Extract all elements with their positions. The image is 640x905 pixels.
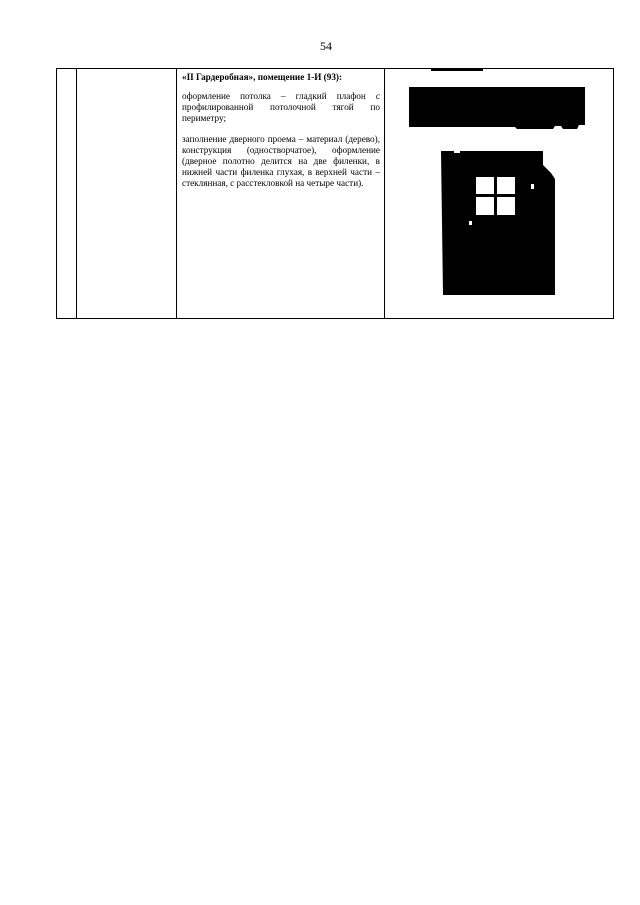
description-table [56,68,614,319]
window-pane-2 [497,177,515,194]
room-title: «II Гардеробная», помещение 1-И (93): [182,72,343,82]
door-description: заполнение дверного проема – материал (дерево), конструкция (одностворчатое), оформление (дверное полотно делится на две филенки, в нижней части филенка глухая, в верхней части – стеклянная, с расстекловкой на четыре части). [182,134,380,188]
window-pane-4 [497,197,515,215]
photo-cell [385,69,614,319]
photo-notch [454,151,460,153]
row-number-cell [57,69,77,319]
window-pane-3 [476,197,494,215]
page-number: 54 [320,39,332,53]
door-photo-image [385,69,613,320]
window-pane-1 [476,177,494,194]
ceiling-description: оформление потолка – гладкий плафон с профилированной потолочной тягой по периметру; [182,91,380,123]
photo-top-line [431,69,483,71]
photo-cornice-band [409,87,585,129]
description-cell [177,69,385,319]
table-row [57,69,614,319]
photo-speck [469,221,472,225]
door-photo [385,69,613,320]
object-name-cell [77,69,177,319]
photo-door-silhouette [441,151,555,295]
photo-handle-highlight [531,184,534,189]
